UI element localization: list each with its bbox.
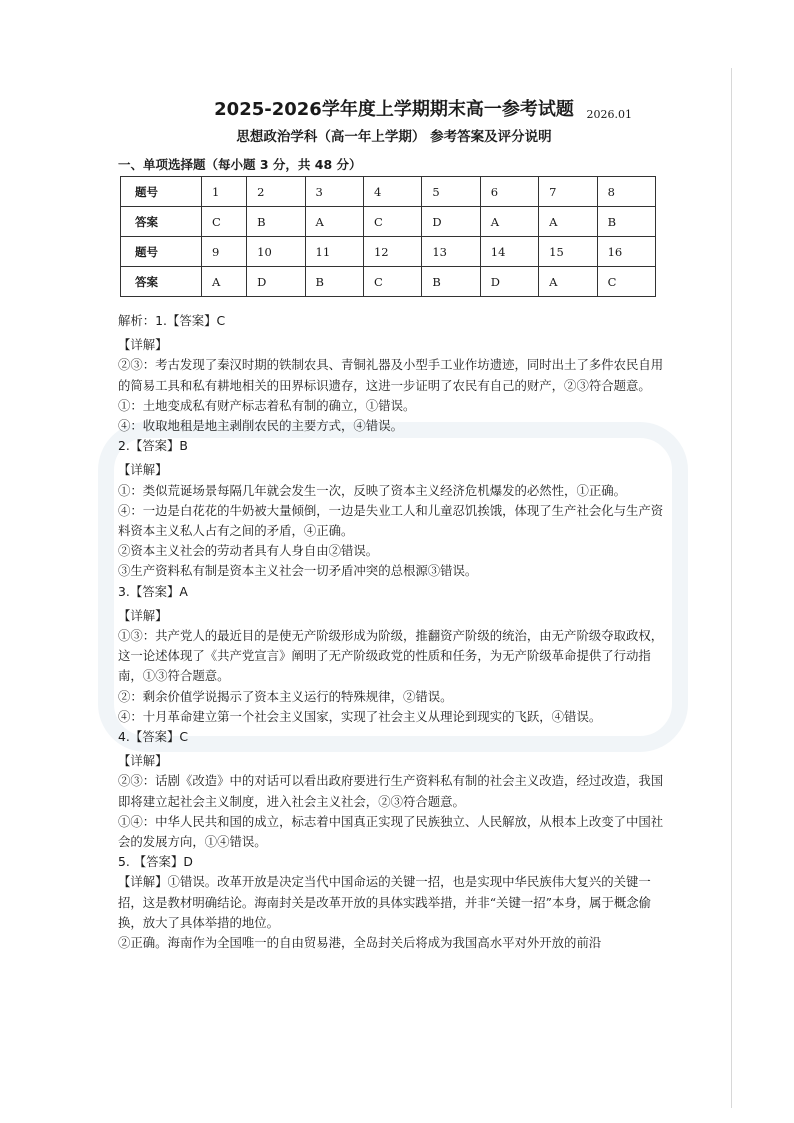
table-cell: 1 <box>202 177 247 207</box>
table-row-numbers <box>121 237 656 267</box>
explanation-line: ②：剩余价值学说揭示了资本主义运行的特殊规律，②错误。 <box>118 688 453 704</box>
explanation-header-5: 5. 【答案】D <box>118 854 193 870</box>
detail-label: 【详解】 <box>118 607 168 623</box>
document-title <box>118 98 670 122</box>
table-cell: 5 <box>422 177 480 207</box>
explanation-line: ①：类似荒诞场景每隔几年就会发生一次，反映了资本主义经济危机爆发的必然性，①正确。 <box>118 482 627 498</box>
table-cell: C <box>363 267 421 297</box>
table-cell: A <box>539 207 597 237</box>
explanation-header-4: 4.【答案】C <box>118 729 189 745</box>
table-row-answers <box>121 207 656 237</box>
explanation-header-3: 3.【答案】A <box>118 583 188 599</box>
answer-table <box>120 176 656 297</box>
table-cell: D <box>480 267 538 297</box>
explanation-line: ①③：共产党人的最近目的是使无产阶级形成为阶级，推翻资产阶级的统治，由无产阶级夺取政权，这一论述体现了《共产党宣言》阐明了无产阶级政党的性质和任务，为无产阶级革命提供了行动指南，①③符合题意。 <box>118 628 664 684</box>
explanation-line: ③生产资料私有制是资本主义社会一切矛盾冲突的总根源③错误。 <box>118 563 478 579</box>
document-subtitle: 思想政治学科（高一年上学期） 参考答案及评分说明 <box>236 129 552 145</box>
explanations <box>118 311 670 953</box>
detail-label: 【详解】 <box>118 462 168 478</box>
table-cell: B <box>597 207 655 237</box>
table-cell: B <box>305 267 363 297</box>
row-label-answer: 答案 <box>121 267 202 297</box>
table-cell: 9 <box>202 237 247 267</box>
explanation-line: ②资本主义社会的劳动者具有人身自由②错误。 <box>118 543 379 559</box>
table-cell: 8 <box>597 177 655 207</box>
exam-date: 2026.01 <box>586 108 632 121</box>
table-cell: 7 <box>539 177 597 207</box>
table-row-answers <box>121 267 656 297</box>
explanation-line: ②正确。海南作为全国唯一的自由贸易港，全岛封关后将成为我国高水平对外开放的前沿 <box>118 935 602 951</box>
table-cell: 11 <box>305 237 363 267</box>
explanation-line: ④：十月革命建立第一个社会主义国家，实现了社会主义从理论到现实的飞跃，④错误。 <box>118 708 602 724</box>
row-label-number: 题号 <box>121 237 202 267</box>
table-cell: C <box>363 207 421 237</box>
table-cell: 4 <box>363 177 421 207</box>
explanation-line: ②③：话剧《改造》中的对话可以看出政府要进行生产资料私有制的社会主义改造，经过改造，我国即将建立起社会主义制度，进入社会主义社会，②③符合题意。 <box>118 773 664 809</box>
table-cell: D <box>247 267 305 297</box>
explanation-line: ④：一边是白花花的牛奶被大量倾倒，一边是失业工人和儿童忍饥挨饿，体现了生产社会化与生产资料资本主义私人占有之间的矛盾，④正确。 <box>118 502 664 539</box>
table-cell: A <box>202 267 247 297</box>
table-cell: 3 <box>305 177 363 207</box>
explanation-line: ①④：中华人民共和国的成立，标志着中国真正实现了民族独立、人民解放，从根本上改变了中国社会的发展方向，①④错误。 <box>118 813 664 850</box>
explanation-line: 【详解】①错误。改革开放是决定当代中国命运的关键一招，也是实现中华民族伟大复兴的关键一招，这是教材明确结论。海南封关是改革开放的具体实践举措，并非“关键一招”本身，属于概念偷换，放大了具体举措的地位。 <box>118 874 652 930</box>
table-cell: 10 <box>247 237 305 267</box>
table-cell: A <box>539 267 597 297</box>
table-cell: C <box>202 207 247 237</box>
detail-label: 【详解】 <box>118 337 168 353</box>
title-text: 2025-2026学年度上学期期末高一参考试题 <box>214 99 574 120</box>
detail-label: 【详解】 <box>118 753 168 769</box>
table-cell: B <box>422 267 480 297</box>
table-cell: B <box>247 207 305 237</box>
section-title-choice: 一、单项选择题（每小题 3 分，共 48 分） <box>118 157 362 172</box>
table-cell: A <box>480 207 538 237</box>
table-row-numbers <box>121 177 656 207</box>
explanation-line: ④：收取地租是地主剥削农民的主要方式，④错误。 <box>118 418 403 434</box>
row-label-number: 题号 <box>121 177 202 207</box>
page-edge-line <box>731 68 732 1108</box>
explanation-header-1: 解析：1.【答案】C <box>118 313 226 328</box>
table-cell: 15 <box>539 237 597 267</box>
document-content <box>118 98 670 953</box>
explanation-line: ②③：考古发现了秦汉时期的铁制农具、青铜礼器及小型手工业作坊遗迹，同时出土了多件农民自用的简易工具和私有耕地相关的田界标识遗存，这进一步证明了农民有自己的财产，②③符合题意。 <box>118 357 664 393</box>
table-cell: C <box>597 267 655 297</box>
table-cell: 16 <box>597 237 655 267</box>
table-cell: 12 <box>363 237 421 267</box>
row-label-answer: 答案 <box>121 207 202 237</box>
table-cell: D <box>422 207 480 237</box>
explanation-header-2: 2.【答案】B <box>118 438 188 454</box>
explanation-line: ①：土地变成私有财产标志着私有制的确立，①错误。 <box>118 397 416 413</box>
table-cell: 14 <box>480 237 538 267</box>
table-cell: 6 <box>480 177 538 207</box>
table-cell: A <box>305 207 363 237</box>
table-cell: 13 <box>422 237 480 267</box>
table-cell: 2 <box>247 177 305 207</box>
